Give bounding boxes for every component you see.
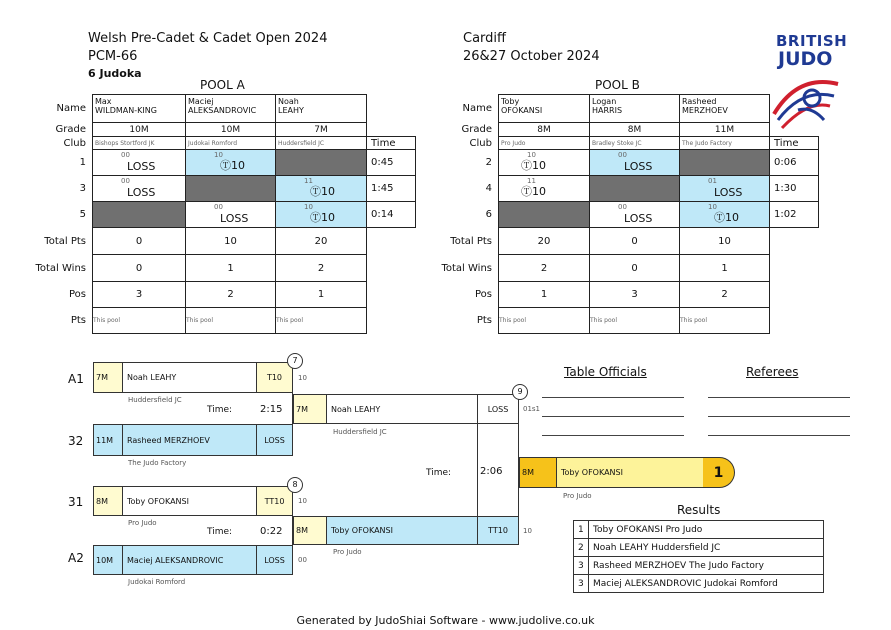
match-time: 0:14 [367,202,416,228]
club-value: Huddersfield JC [333,428,387,436]
match-result [680,150,770,176]
match-row [430,150,818,176]
result-row: 3 Maciej ALEKSANDROVIC Judokai Romford [574,575,824,593]
match-number: 5 [79,209,86,220]
time-label: Time: [207,405,233,415]
seed-label: 32 [68,434,84,448]
event-title: Welsh Pre-Cadet & Cadet Open 2024 [88,31,328,46]
referees-heading: Referees [746,365,799,379]
match-result: 01 LOSS [680,176,770,202]
club-value: Huddersfield JC [128,396,182,404]
match-result: 11 Ⓣ10 [276,176,367,202]
grade-value: 10M [93,123,186,137]
this-pool-cell: This pool [93,308,186,334]
pts-label: Pts [476,315,492,326]
match-row [430,202,818,228]
venue: Cardiff [463,31,506,46]
match-number-8: 8 [287,477,303,493]
grade-value: 7M [93,362,123,393]
total-pts-value: 20 [499,228,590,255]
match-points: 10 [523,527,532,535]
competitor-name: Toby OFOKANSI [557,457,703,488]
match-result: 00 LOSS [93,176,186,202]
club-value: Bradley Stoke JC [590,137,680,150]
match-score: LOSS [257,424,293,456]
competitor-name: Rasheed MERZHOEV [123,424,257,456]
match-row [430,176,818,202]
match-number: 4 [485,183,492,194]
match-number-7: 7 [287,353,303,369]
pool-a-player-3: Noah LEAHY [276,95,367,123]
total-pts-value: 10 [186,228,276,255]
match-result: 00 LOSS [590,202,680,228]
footer: Generated by JudoShiai Software - www.judolive.co.uk [296,614,595,627]
table-officials-heading: Table Officials [564,365,647,379]
club-value: The Judo Factory [128,459,187,467]
signature-line [708,397,850,398]
match-number: 2 [485,157,492,168]
competitor-name: Maciej ALEKSANDROVIC [123,545,257,575]
grade-value: 7M [276,123,367,137]
match-result: 10 Ⓣ10 [680,202,770,228]
judoka-count: 6 Judoka [88,67,142,80]
total-wins-label: Total Wins [441,262,492,274]
club-label: Club [63,137,86,149]
match-time: 0:22 [260,526,283,537]
total-pts-value: 20 [276,228,367,255]
match-result: 11 Ⓣ10 [499,176,590,202]
match-score: T10 [257,362,293,393]
match-result [276,150,367,176]
match-points: 10 [298,497,307,505]
pool-b-player-2: Logan HARRIS [590,95,680,123]
seed-label: A2 [68,551,84,565]
pool-a-player-1: Max WILDMAN-KING [93,95,186,123]
match-points: 01s1 [523,405,541,413]
match-points: 00 [298,556,307,564]
match-score: TT10 [477,516,519,545]
match-result: 10 Ⓣ10 [276,202,367,228]
match-result [186,176,276,202]
total-wins-label: Total Wins [35,262,86,274]
time-label: Time: [207,527,233,537]
total-wins-value: 0 [590,255,680,282]
match-time: 0:45 [367,150,416,176]
grade-label: Grade [55,124,86,135]
match-result: 10 Ⓣ10 [186,150,276,176]
club-value: Pro Judo [333,548,362,556]
pos-value: 1 [499,282,590,308]
this-pool-cell: This pool [590,308,680,334]
pool-b-title: POOL B [595,78,640,92]
result-row: 1 Toby OFOKANSI Pro Judo [574,521,824,539]
match-result: 10 Ⓣ10 [499,150,590,176]
total-pts-label: Total Pts [44,235,86,247]
total-pts-value: 10 [680,228,770,255]
pool-a-table [30,94,416,334]
grade-value: 11M [93,424,123,456]
signature-line [542,397,684,398]
pool-b-player-1: Toby OFOKANSI [499,95,590,123]
match-score: LOSS [257,545,293,575]
match-result: 00 LOSS [590,150,680,176]
seed-label: 31 [68,495,84,509]
club-value: Judokai Romford [186,137,276,150]
total-pts-value: 0 [93,228,186,255]
result-row: 2 Noah LEAHY Huddersfield JC [574,539,824,557]
match-number: 6 [485,209,492,220]
pos-value: 1 [276,282,367,308]
club-value: Pro Judo [499,137,590,150]
time-header: Time [367,137,416,150]
match-row [30,150,415,176]
grade-value: 8M [93,486,123,516]
pos-label: Pos [68,289,86,300]
total-pts-label: Total Pts [450,235,492,247]
match-score: LOSS [477,394,519,424]
match-result: 00 LOSS [186,202,276,228]
match-result [499,202,590,228]
club-value: Huddersfield JC [276,137,367,150]
total-wins-value: 1 [186,255,276,282]
match-result: 00 LOSS [93,150,186,176]
club-value: Bishops Stortford JK [93,137,186,150]
pos-value: 3 [590,282,680,308]
pts-label: Pts [70,315,86,326]
grade-label: Grade [461,124,492,135]
pos-value: 2 [186,282,276,308]
match-row [30,176,415,202]
grade-value: 8M [519,457,557,488]
club-value: Pro Judo [563,492,592,500]
results-title: Results [677,503,721,517]
time-header: Time [770,137,819,150]
match-row [30,202,415,228]
grade-value: 10M [186,123,276,137]
pos-label: Pos [474,289,492,300]
name-label: Name [462,103,492,114]
total-wins-value: 2 [499,255,590,282]
match-number-9: 9 [512,384,528,400]
total-pts-value: 0 [590,228,680,255]
total-wins-value: 2 [276,255,367,282]
grade-value: 10M [93,545,123,575]
match-score: TT10 [257,486,293,516]
category: PCM-66 [88,49,138,64]
this-pool-cell: This pool [186,308,276,334]
competitor-name: Noah LEAHY [123,362,257,393]
club-value: Pro Judo [128,519,157,527]
pos-value: 3 [93,282,186,308]
club-value: The Judo Factory [680,137,770,150]
total-wins-value: 0 [93,255,186,282]
grade-value: 8M [590,123,680,137]
result-row: 3 Rasheed MERZHOEV The Judo Factory [574,557,824,575]
grade-value: 8M [293,516,327,545]
name-label: Name [56,103,86,114]
match-time: 0:06 [770,150,819,176]
pool-a-player-2: Maciej ALEKSANDROVIC [186,95,276,123]
signature-line [708,416,850,417]
match-number: 1 [79,157,86,168]
signature-line [708,435,850,436]
match-time: 1:45 [367,176,416,202]
grade-value: 8M [499,123,590,137]
this-pool-cell: This pool [680,308,770,334]
match-time: 1:30 [770,176,819,202]
club-value: Judokai Romford [128,578,186,586]
match-time: 2:15 [260,404,283,415]
results-table [573,520,824,593]
pool-b-player-3: Rasheed MERZHOEV [680,95,770,123]
pool-b-table [430,94,819,334]
total-wins-value: 1 [680,255,770,282]
british-judo-logo: BRITISH JUDO [768,32,858,142]
competitor-name: Toby OFOKANSI [123,486,257,516]
competitor-name: Noah LEAHY [327,394,477,424]
event-date: 26&27 October 2024 [463,49,600,64]
pool-a-title: POOL A [200,78,245,92]
time-label: Time: [426,468,452,478]
match-number: 3 [79,183,86,194]
grade-value: 11M [680,123,770,137]
pos-value: 2 [680,282,770,308]
this-pool-cell: This pool [276,308,367,334]
match-time: 2:06 [480,466,503,477]
club-label: Club [469,137,492,149]
match-result [93,202,186,228]
competitor-name: Toby OFOKANSI [327,516,477,545]
match-result [590,176,680,202]
seed-label: A1 [68,372,84,386]
winner-place: 1 [703,457,735,488]
grade-value: 7M [293,394,327,424]
match-points: 10 [298,374,307,382]
this-pool-cell: This pool [499,308,590,334]
match-time: 1:02 [770,202,819,228]
signature-line [542,416,684,417]
signature-line [542,435,684,436]
